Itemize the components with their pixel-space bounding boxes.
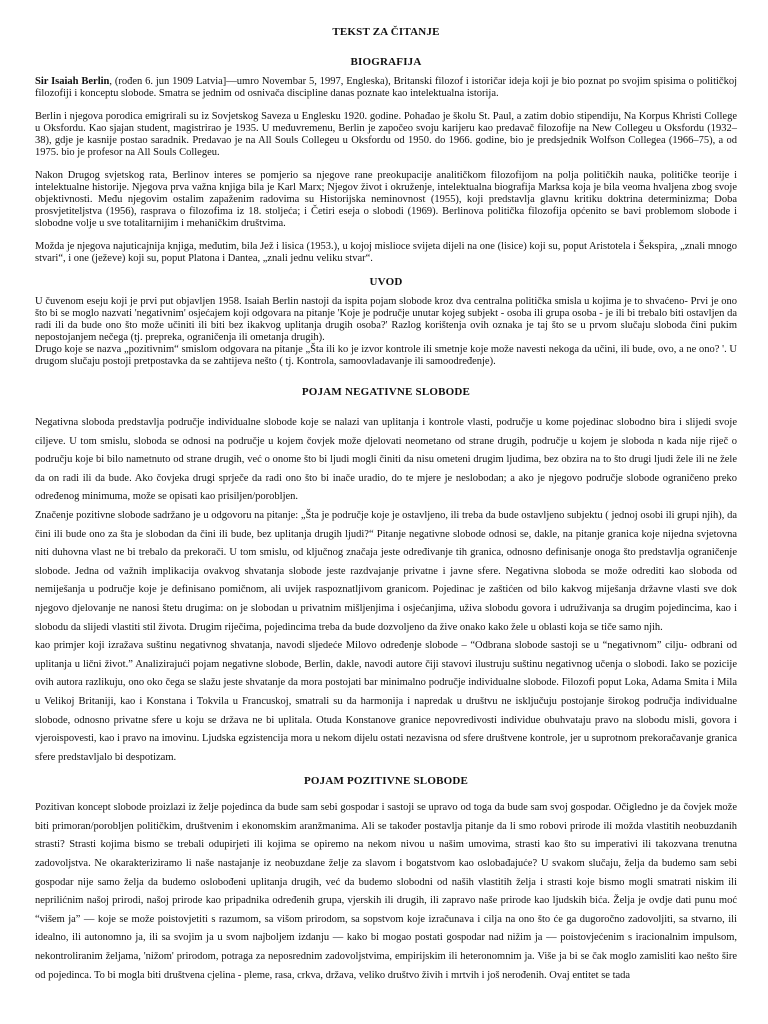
- heading-biografija: BIOGRAFIJA: [350, 56, 422, 68]
- negative-paragraph-1: Negativna sloboda predstavlja područje individualne slobode koje se nalazi van uplitanja i kontrole vlasti, područje u kome pojedinac slobodno bira i slijedi svoje ciljeve. U tom smislu, sloboda se odnosi na područje u kojem čovjek može djelovati neometano od strane drugih, područje u kojem je sloboda n kada nije riječ o području koje bi bilo nametnuto od strane drugih, već o onome što bi ljudi mogli činiti da nisu ometeni drugim ljudima, bez obzira na to što drugi ljudi žele ili ne žele da on radi ili da bude. Ako čovjeka drugi sprječe da radi ono što bi inače uradio, do te mjere je neslobodan; a ako je njegovo područje slobode ograničeno preko određenog minimuma, može se opisati kao prisiljen/porobljen.: [35, 417, 737, 503]
- uvod-paragraph-2: Drugo koje se nazva „pozitivnim“ smislom odgovara na pitanje „Šta ili ko je izvor kontrole ili smetnje koje može navesti nekoga da učini, ili bude, ovo, a ne ono? '. U drugom slučaju postoji pretpostavka da se zahtijeva nešto ( tj. Kontrola, samoovladavanje ili samoodređenje).: [35, 344, 737, 367]
- heading-pozitivne-slobode: POJAM POZITIVNE SLOBODE: [303, 775, 469, 788]
- positive-paragraph-1: Pozitivan koncept slobode proizlazi iz želje pojedinca da bude sam sebi gospodar i sastoji se upravo od toga da bude sam svoj gospodar. Očigledno je da čovjek može biti primoran/porobljen političkim, društvenim i ekonomskim aranžmanima. Ali se također postavlja pitanje da li smo robovi prirode ili možda vlastitih neobuzdanih strasti? Strasti kojima bismo se trebali odupirjeti ili kojima se opiremo na nekom nivou u našim umovima, strasti kao što su imperativi ili takozvana trenutna zadovoljstva. Ne okarakteriziramo li naše nastajanje iz neobuzdane želje za slavom i bogatstvom kao oslobađajuće? U svakom slučaju, želja da budemo sam sebi gospodar nije samo želja da budemo oslobođeni uplitanja drugih, već da budemo slobodni od naših vlastitih želja i strasti koje bismo mogli smatrati niskim ili neprilićnim našoj prirodi, našoj prirode kao pripadnika određenih grupa, vjerskih ili drugih, ili zapravo naše prirode kao ljudskih bića. Želja je ovdje dati punu moć “višem ja” — koje se može poistovjetiti s razumom, sa višom prirodom, sa sopstvom koje izračunava i cilja na ono što će ga dugoročno zadovoljiti, sa stvarno, ili idealno, ili autonomno ja, ili sa svojim ja u svom najboljem izdanju — kako bi mogao postati gospodar nad nižim ja — poistovjećenim s iracionalnim impulsom, nekontroliranim željama, 'nižom' prirodom, potraga za neposrednim zadovoljstvima, empirijskim ili heteronomnim ja. Više ja bi se čak moglo zamisliti kao nešto šire od pojedinca. To bi mogla biti društvena cjelina - pleme, rasa, crkva, država, veliko društvo živih i mrtvih i još nerođenih. Ovaj entitet se tada: [35, 802, 737, 981]
- document-title: TEKST ZA ČITANJE: [332, 26, 440, 38]
- uvod-paragraph-1: U čuvenom eseju koji je prvi put objavljen 1958. Isaiah Berlin nastoji da ispita pojam slobode kroz dva centralna politička smisla u kojima je to shvaćeno- Prvi je ono što bi se moglo nazvati 'negativnim' osjećajem koji odgovara na pitanje 'Koje je područje unutar kojeg subjekt - osoba ili grupa osoba - je ili bi trebalo biti ostavljen da radi ili da bude ono što može učiniti ili biti bez ikakvog uplitanja drugih osoba?' Razlog korištenja ovih oznaka je taj što se u prvom slučaju sloboda čini pukim nepostojanjem nečega (tj. prepreka, ograničenja ili ometanja drugih).: [35, 296, 737, 343]
- negative-paragraph-2: Značenje pozitivne slobode sadržano je u odgovoru na pitanje: „Šta je područje koje je ostavljeno, ili treba da bude ostavljeno subjektu ( jednoj osobi ili grupi njih), da čini ili bude ono za šta je slobodan da čini ili bude, bez uplitanja drugih ljudi?“ Pitanje negativne slobode odnosi se, dakle, na pitanje granica koje nijedna svjetovna niti duhovna vlast ne bi trebalo da prekorači. U tom smislu, od ključnog značaja jeste određivanje tih granica, odnosno definisanje onoga što predstavlja ograničenje slobode. Jedna od važnih implikacija ovakvog shvatanja slobode jeste razdvajanje privatne i javne sfere. Negativna sloboda se može odrediti kao sloboda od nemiješanja u područje koje je definisano pomičnom, ali uvijek raspoznatljivom granicom. Pojedinac je zaštićen od bilo kakvog miješanja državne vlasti sve dok njegovo djelovanje ne nanosi štetu drugima: on je slobodan u privatnim mišljenjima i osjećanjima, uživa slobodu govora i udruživanja sa drugim pojedincima, kao i slobodu da slijedi vlastiti stil života. Drugim riječima, pojedincima treba da bude dozvoljeno da žive onako kako žele u oblasti koja se tiče samo njih.: [35, 509, 737, 633]
- bio-paragraph-4: Možda je njegova najuticajnija knjiga, međutim, bila Jež i lisica (1953.), u kojoj mislioce svijeta dijeli na one (lisice) koji su, poput Aristotela i Šekspira, „znali mnogo stvari“, i one (ježeve) koji su, poput Platona i Dantea, „znali jednu veliku stvar“.: [35, 241, 737, 264]
- heading-negativne-slobode: POJAM NEGATIVNE SLOBODE: [301, 386, 471, 398]
- bio-paragraph-1-text: , (rođen 6. jun 1909 Latvia]—umro Novembar 5, 1997, Engleska), Britanski filozof i istoričar ideja koji je bio poznat po svojim spisima o političkoj filozofiji i konceptu slobode. Smatra se jednim od osnivača discipline danas poznate kao intelektualna istorija.: [35, 76, 737, 99]
- negative-paragraph-3: kao primjer koji izražava suštinu negativnog shvatanja, navodi sljedeće Milovo određenje slobode – “Odbrana slobode sastoji se u “negativnom” cilju- odbrani od uplitanja u lični život.” Analizirajući pojam negativne slobode, Berlin, dakle, navodi autore čiji stavovi ilustruju suštinu negativnog učenja o slobodi. Iako se pozicije ovih autora razlikuju, ono oko čega se slažu jeste shvatanje da mora postojati bar minimalno područje individualne slobode. Filozofi poput Loka, Adama Smita i Mila u Velikoj Britaniji, kao i Konstana i Tokvila u Francuskoj, smatrali su da harmonija i napredak u društvu ne isključuju postojanje širokog područja individualne slobode, odnosno privatne sfere u koju se država ne bi uplitala. Otuda Konstanove granice nepovredivosti individue obuhvataju pravo na slobodu misli, govora i vjeroispovesti, kao i pravo na imovinu. Ljudska egzistencija mora u nekom dijelu ostati nezavisna od sfere društvene kontrole, jer u suprotnom prekoračavanje granica sfere predstavljalo bi despotizam.: [35, 640, 737, 763]
- bio-paragraph-2: Berlin i njegova porodica emigrirali su iz Sovjetskog Saveza u Englesku 1920. godine. Pohađao je školu St. Paul, a zatim dobio stipendiju, Na Korpus Khristi College u Oksfordu. Kao sjajan student, magistrirao je 1935. U međuvremenu, Berlin je započeo svoju karijeru kao predavač filozofije na New Collegeu u Oksfordu (1932–38), gdje je kasnije postao saradnik. Predavao je na All Souls Collegeu u Oksfordu od 1950. do 1966. godine, bio je predsjednik Wolfson Collegea (1966–75), a od 1975. bio je profesor na All Souls Collegeu.: [35, 111, 737, 158]
- bio-name: Sir Isaiah Berlin: [35, 76, 110, 87]
- bio-paragraph-1: [35, 76, 737, 100]
- bio-paragraph-3: Nakon Drugog svjetskog rata, Berlinov interes se pomjerio sa njegove rane preokupacije analitičkom filozofijom na polja političkih nauka, političke teorije i intelektualne historije. Njegova prva važna knjiga bila je Karl Marx; Njegov život i okruženje, intelektualna biografija Marksa koja je bila veoma hvaljena zbog svoje objektivnosti. Među njegovim ostalim zapaženim radovima su Historijska neminovnost (1955), koji predstavlja glavnu kritiku doktrina determinizma; Doba prosvjetiteljstva (1956), rasprava o filozofima iz 18. stoljeća; i Četiri eseja o slobodi (1969). Berlinova politička filozofija općenito se bavi problemom slobode i slobodne volje u sve totalitarnijim i mehaničkim društvima.: [35, 170, 737, 229]
- heading-uvod: UVOD: [369, 276, 403, 288]
